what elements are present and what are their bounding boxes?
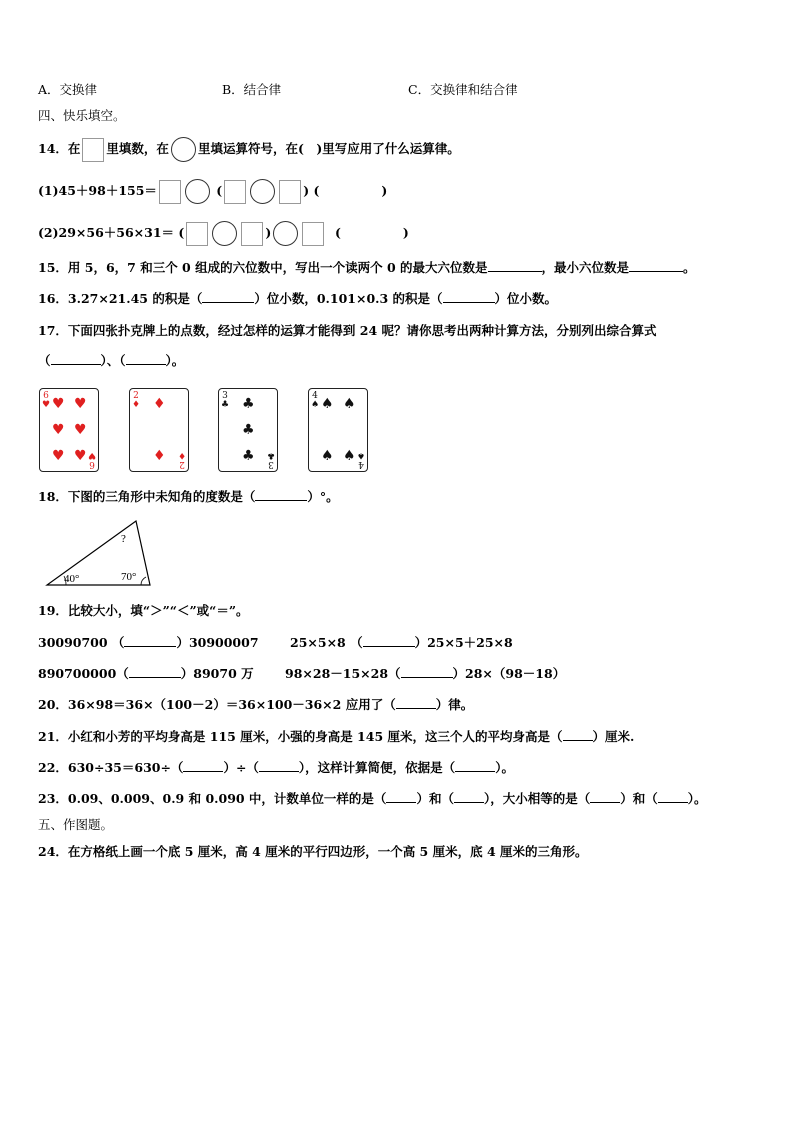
heart-icon: ♥ [74,448,87,464]
q17-number: 17． [38,323,68,338]
question-16 [38,290,557,308]
q15-text-a: 用 5，6，7 和三个 0 组成的六位数中，写出一个读两个 0 的最大六位数是 [67,260,488,275]
section-4-heading: 四、快乐填空。 [38,108,126,123]
q14-text2: 里填数，在 [106,141,169,156]
q18-text-b: ）°。 [307,489,339,504]
question-20 [38,696,473,714]
answer-box[interactable] [159,180,181,204]
playing-card-6-hearts [39,388,99,472]
paren-close: ) [265,225,272,240]
q23-text-d: ）和（ [620,791,658,806]
q14-text1: 在 [67,141,81,156]
club-icon: ♣ [242,448,255,464]
spade-icon: ♠ [321,448,334,464]
heart-icon: ♥ [42,400,51,410]
paren-open: ( [334,225,341,240]
q20-text-b: ）律。 [435,697,474,712]
playing-card-2-diamonds [129,388,189,472]
answer-box[interactable] [279,180,301,204]
q14-part2-expr: (2)29×56＋56×31＝ [38,225,175,240]
question-18 [38,488,339,506]
q17-text-a: （ [38,353,51,368]
card-rank: 6 [43,391,49,401]
unknown-angle-label: ? [121,533,126,545]
q16-text-c: ）位小数。 [494,291,558,306]
club-icon: ♣ [242,422,255,438]
paren-open: ( [216,183,223,198]
q22-text-a: 630÷35＝630÷（ [67,760,184,775]
diamond-icon: ♦ [153,448,166,464]
q20-text-a: 36×98＝36×（100－2）＝36×100－36×2 应用了（ [67,697,396,712]
q19-number: 19． [38,603,68,618]
heart-icon: ♥ [87,450,96,460]
answer-blank[interactable] [455,759,495,772]
spade-icon: ♠ [343,448,356,464]
card-index [42,392,50,410]
q22-text-c: ），这样计算简便，依据是（ [298,760,456,775]
heart-icon: ♥ [52,396,65,412]
answer-blank[interactable] [51,352,101,365]
card-rank: 2 [133,391,139,401]
answer-blank[interactable] [124,634,176,647]
q14-text3: 里填运算符号，在( )里写应用了什么运算律。 [197,141,460,156]
answer-blank[interactable] [443,290,495,303]
options-row [38,81,97,99]
answer-blank[interactable] [488,259,542,272]
q16-text-a: 3.27×21.45 的积是（ [67,291,203,306]
option-a: A．交换律 [38,82,98,97]
option-b: B．结合律 [222,82,282,97]
q24-text: 在方格纸上画一个底 5 厘米，高 4 厘米的平行四边形，一个高 5 厘米，底 4 厘米的三角形。 [67,844,588,859]
answer-blank[interactable] [183,759,223,772]
answer-blank[interactable] [563,728,593,741]
q19-r1b-left: 25×5×8 （ [290,635,363,650]
q14-part2 [38,219,409,247]
operator-circle[interactable] [212,221,237,246]
angle-40-label: 40° [64,573,80,585]
q21-number: 21． [38,729,68,744]
q19-r2a-left: 890700000（ [38,666,129,681]
card-index-rotated [88,450,96,468]
card-index [311,392,319,410]
playing-card-4-spades [308,388,368,472]
section-5-heading: 五、作图题。 [38,817,114,832]
q23-text-e: ）。 [687,791,707,806]
card-rank: 3 [268,459,274,469]
operator-circle[interactable] [273,221,298,246]
answer-blank[interactable] [255,488,307,501]
answer-box[interactable] [302,222,324,246]
answer-blank[interactable] [590,790,620,803]
option-c: C．交换律和结合律 [408,82,518,97]
q21-text-b: ）厘米. [592,729,635,744]
answer-blank[interactable] [629,259,683,272]
spade-icon: ♠ [356,450,365,460]
heart-icon: ♥ [74,396,87,412]
q16-number: 16． [38,291,68,306]
card-index-rotated [357,450,365,468]
spade-icon: ♠ [321,396,334,412]
q23-number: 23． [38,791,68,806]
q14-number: 14． [38,141,68,156]
q24-number: 24． [38,844,68,859]
q15-text-c: 。 [683,260,696,275]
operator-circle-icon [171,137,196,162]
q19-r2b-right: ）28×（98－18） [452,666,566,681]
q14-part1 [38,177,387,205]
answer-box[interactable] [241,222,263,246]
diamond-icon: ♦ [153,396,166,412]
answer-box[interactable] [186,222,208,246]
q22-text-d: ）。 [495,760,514,775]
paren-pair: ) ( [303,183,320,198]
spade-icon: ♠ [343,396,356,412]
card-rank: 4 [358,459,364,469]
card-rank: 4 [312,391,318,401]
heart-icon: ♥ [52,448,65,464]
diamond-icon: ♦ [132,400,141,410]
q19-row1-left [38,634,259,652]
number-box-icon [82,138,104,162]
answer-blank[interactable] [401,665,453,678]
answer-blank[interactable] [126,352,166,365]
question-24 [38,843,588,861]
q14-part1-expr: (1)45＋98＋155＝ [38,183,157,198]
answer-box[interactable] [224,180,246,204]
answer-blank[interactable] [202,290,254,303]
angle-70-label: 70° [121,571,137,583]
question-19 [38,602,249,620]
triangle-figure [44,518,156,590]
question-21 [38,728,634,746]
q19-r2a-right: ）89070 万 [180,666,254,681]
answer-blank[interactable] [658,790,688,803]
card-rank: 2 [179,459,185,469]
paren-open: ( [178,225,185,240]
question-22 [38,759,514,777]
answer-blank[interactable] [396,696,436,709]
card-index-rotated [267,450,275,468]
spade-icon: ♠ [311,400,320,410]
q23-text-b: ）和（ [416,791,454,806]
q23-text-a: 0.09、0.009、0.9 和 0.090 中，计数单位一样的是（ [67,791,387,806]
question-17 [38,322,657,340]
answer-blank[interactable] [386,790,416,803]
card-rank: 3 [222,391,228,401]
q19-r1b-right: ）25×5＋25×8 [414,635,513,650]
q15-number: 15． [38,260,68,275]
q19-row2-right [285,665,565,683]
option-b-line [222,81,281,99]
club-icon: ♣ [266,450,275,460]
q22-number: 22． [38,760,68,775]
q15-text-b: ，最小六位数是 [541,260,630,275]
paren-close: ) [402,225,409,240]
card-index [221,392,229,410]
heart-icon: ♥ [74,422,87,438]
q19-r2b-left: 98×28－15×28（ [285,666,401,681]
card-index [132,392,140,410]
heart-icon: ♥ [52,422,65,438]
q21-text-a: 小红和小芳的平均身高是 115 厘米，小强的身高是 145 厘米，这三个人的平均身高是（ [67,729,563,744]
answer-blank[interactable] [454,790,484,803]
club-icon: ♣ [221,400,230,410]
q19-r1a-left: 30090700 （ [38,635,125,650]
question-23 [38,790,707,808]
operator-circle[interactable] [250,179,275,204]
answer-blank[interactable] [129,665,181,678]
q16-text-b: ）位小数，0.101×0.3 的积是（ [254,291,443,306]
question-17-line2 [38,352,184,370]
playing-card-3-clubs [218,388,278,472]
paren-close: ) [381,183,388,198]
q17-text: 下面四张扑克牌上的点数，经过怎样的运算才能得到 24 呢？请你思考出两种计算方法，分别列出综合算式 [67,323,657,338]
answer-blank[interactable] [363,634,415,647]
q18-text-a: 下图的三角形中未知角的度数是（ [67,489,256,504]
question-15 [38,259,696,277]
q19-row1-right [290,634,513,652]
question-14 [38,136,460,162]
club-icon: ♣ [242,396,255,412]
q18-number: 18． [38,489,68,504]
card-rank: 6 [89,459,95,469]
q17-text-b: ）、（ [100,353,126,368]
q19-text: 比较大小，填“＞”“＜”或“＝”。 [67,603,249,618]
q19-row2-left [38,665,254,683]
answer-blank[interactable] [259,759,299,772]
option-c-line [408,81,518,99]
q23-text-c: ），大小相等的是（ [483,791,591,806]
operator-circle[interactable] [185,179,210,204]
diamond-icon: ♦ [177,450,186,460]
card-index-rotated [178,450,186,468]
angle-arc-right [141,577,146,585]
q22-text-b: ）÷（ [223,760,259,775]
q17-text-c: ）。 [165,353,185,368]
q20-number: 20． [38,697,68,712]
q19-r1a-right: ）30900007 [176,635,259,650]
